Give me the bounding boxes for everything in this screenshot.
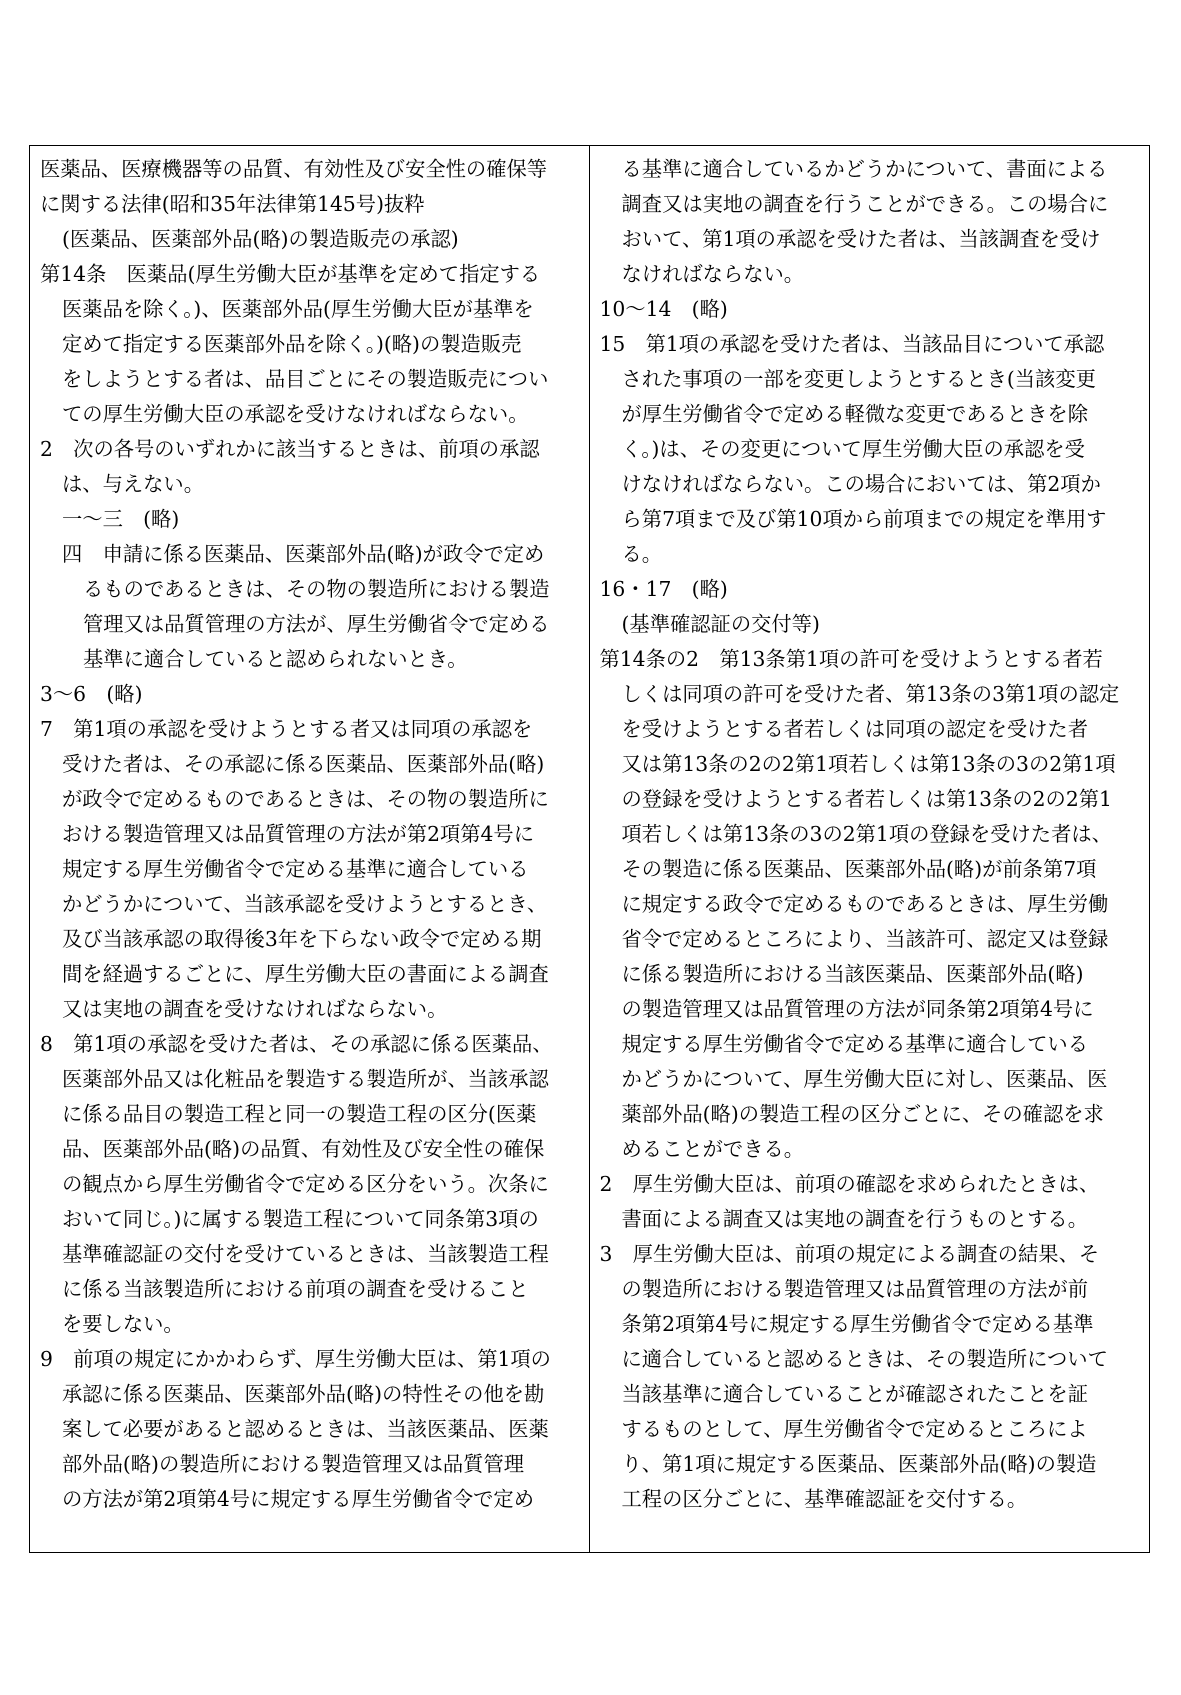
- text-line: 3 厚生労働大臣は、前項の規定による調査の結果、そ: [599, 1242, 1100, 1266]
- text-line: 16・17 (略): [599, 577, 728, 601]
- text-line: り、第1項に規定する医薬品、医薬部外品(略)の製造: [621, 1452, 1097, 1476]
- text-line: 規定する厚生労働省令で定める基準に適合している: [621, 1032, 1088, 1056]
- text-line: 2 厚生労働大臣は、前項の確認を求められたときは、: [599, 1172, 1100, 1196]
- text-line: ら第7項まで及び第10項から前項までの規定を準用す: [621, 507, 1107, 531]
- text-line: おいて同じ。)に属する製造工程について同条第3項の: [62, 1207, 539, 1231]
- text-line: するものとして、厚生労働省令で定めるところによ: [621, 1417, 1088, 1441]
- text-line: おいて、第1項の承認を受けた者は、当該調査を受け: [621, 227, 1101, 251]
- law-excerpt-table: [29, 145, 1150, 1553]
- text-line: おける製造管理又は品質管理の方法が第2項第4号に: [62, 822, 534, 846]
- text-line: 2 次の各号のいずれかに該当するときは、前項の承認: [40, 437, 540, 461]
- text-line: の方法が第2項第4号に規定する厚生労働省令で定め: [62, 1487, 534, 1511]
- text-line: 定めて指定する医薬部外品を除く。)(略)の製造販売: [62, 332, 522, 356]
- text-line: に関する法律(昭和35年法律第145号)抜粋: [40, 192, 425, 216]
- text-line: 品、医薬部外品(略)の品質、有効性及び安全性の確保: [62, 1137, 545, 1161]
- text-line: の製造管理又は品質管理の方法が同条第2項第4号に: [621, 997, 1094, 1021]
- text-line: 又は第13条の2の2第1項若しくは第13条の3の2第1項: [621, 752, 1116, 776]
- text-line: を受けようとする者若しくは同項の認定を受けた者: [621, 717, 1088, 741]
- text-line: に係る品目の製造工程と同一の製造工程の区分(医薬: [62, 1102, 537, 1126]
- text-line: 案して必要があると認めるときは、当該医薬品、医薬: [62, 1417, 549, 1441]
- text-line: が政令で定めるものであるときは、その物の製造所に: [62, 787, 549, 811]
- text-line: 規定する厚生労働省令で定める基準に適合している: [62, 857, 529, 881]
- text-line: された事項の一部を変更しようとするとき(当該変更: [621, 367, 1096, 391]
- text-line: 医薬部外品又は化粧品を製造する製造所が、当該承認: [62, 1067, 549, 1091]
- right-column: [590, 146, 1150, 1552]
- text-line: かどうかについて、当該承認を受けようとするとき、: [62, 892, 548, 916]
- text-line: しくは同項の許可を受けた者、第13条の3第1項の認定: [621, 682, 1120, 706]
- text-line: 受けた者は、その承認に係る医薬品、医薬部外品(略): [62, 752, 545, 776]
- text-line: めることができる。: [621, 1137, 805, 1161]
- text-line: 医薬品を除く。)、医薬部外品(厚生労働大臣が基準を: [62, 297, 534, 321]
- text-line: 書面による調査又は実地の調査を行うものとする。: [621, 1207, 1088, 1231]
- text-line: を要しない。: [62, 1312, 184, 1336]
- text-line: く。)は、その変更について厚生労働大臣の承認を受: [621, 437, 1085, 461]
- text-line: なければならない。: [621, 262, 805, 286]
- text-line: 管理又は品質管理の方法が、厚生労働省令で定める: [83, 612, 550, 636]
- text-line: 9 前項の規定にかかわらず、厚生労働大臣は、第1項の: [40, 1347, 551, 1371]
- text-line: 15 第1項の承認を受けた者は、当該品目について承認: [599, 332, 1105, 356]
- text-line: 承認に係る医薬品、医薬部外品(略)の特性その他を勘: [62, 1382, 545, 1406]
- text-line: は、与えない。: [62, 472, 204, 496]
- text-line: に規定する政令で定めるものであるときは、厚生労働: [621, 892, 1109, 916]
- text-line: 7 第1項の承認を受けようとする者又は同項の承認を: [40, 717, 533, 741]
- text-line: に係る当該製造所における前項の調査を受けること: [62, 1277, 529, 1301]
- text-line: るものであるときは、その物の製造所における製造: [83, 577, 550, 601]
- text-line: 薬部外品(略)の製造工程の区分ごとに、その確認を求: [621, 1102, 1104, 1126]
- text-line: 第14条 医薬品(厚生労働大臣が基準を定めて指定する: [40, 262, 541, 286]
- text-line: 8 第1項の承認を受けた者は、その承認に係る医薬品、: [40, 1032, 553, 1056]
- text-line: 部外品(略)の製造所における製造管理又は品質管理: [62, 1452, 525, 1476]
- text-line: の登録を受けようとする者若しくは第13条の2の2第1: [621, 787, 1112, 811]
- text-line: 10～14 (略): [599, 297, 728, 321]
- text-line: が厚生労働省令で定める軽微な変更であるときを除: [621, 402, 1088, 426]
- text-line: その製造に係る医薬品、医薬部外品(略)が前条第7項: [621, 857, 1097, 881]
- text-line: 当該基準に適合していることが確認されたことを証: [621, 1382, 1088, 1406]
- text-line: 工程の区分ごとに、基準確認証を交付する。: [621, 1487, 1028, 1511]
- text-line: 基準に適合していると認められないとき。: [83, 647, 468, 671]
- text-line: 調査又は実地の調査を行うことができる。この場合に: [621, 192, 1109, 216]
- text-line: 第14条の2 第13条第1項の許可を受けようとする者若: [599, 647, 1103, 671]
- text-line: 3～6 (略): [40, 682, 143, 706]
- text-line: (医薬品、医薬部外品(略)の製造販売の承認): [62, 227, 459, 251]
- text-line: る。: [621, 542, 663, 566]
- text-line: に係る製造所における当該医薬品、医薬部外品(略): [621, 962, 1084, 986]
- text-line: 四 申請に係る医薬品、医薬部外品(略)が政令で定め: [62, 542, 545, 566]
- text-line: る基準に適合しているかどうかについて、書面による: [621, 157, 1108, 181]
- text-line: けなければならない。この場合においては、第2項か: [621, 472, 1101, 496]
- text-line: 条第2項第4号に規定する厚生労働省令で定める基準: [621, 1312, 1094, 1336]
- text-line: 一～三 (略): [62, 507, 180, 531]
- text-line: 又は実地の調査を受けなければならない。: [62, 997, 448, 1021]
- text-line: をしようとする者は、品目ごとにその製造販売につい: [62, 367, 549, 391]
- left-column: [30, 146, 590, 1552]
- text-line: ての厚生労働大臣の承認を受けなければならない。: [62, 402, 529, 426]
- text-line: 医薬品、医療機器等の品質、有効性及び安全性の確保等: [40, 157, 548, 181]
- text-line: の観点から厚生労働省令で定める区分をいう。次条に: [62, 1172, 549, 1196]
- text-line: の製造所における製造管理又は品質管理の方法が前: [621, 1277, 1088, 1301]
- text-line: かどうかについて、厚生労働大臣に対し、医薬品、医: [621, 1067, 1108, 1091]
- text-line: 間を経過するごとに、厚生労働大臣の書面による調査: [62, 962, 549, 986]
- text-line: 基準確認証の交付を受けているときは、当該製造工程: [62, 1242, 549, 1266]
- text-line: 及び当該承認の取得後3年を下らない政令で定める期: [62, 927, 542, 951]
- text-line: に適合していると認めるときは、その製造所について: [621, 1347, 1108, 1371]
- text-line: (基準確認証の交付等): [621, 612, 820, 636]
- text-line: 省令で定めるところにより、当該許可、認定又は登録: [621, 927, 1109, 951]
- text-line: 項若しくは第13条の3の2第1項の登録を受けた者は、: [621, 822, 1112, 846]
